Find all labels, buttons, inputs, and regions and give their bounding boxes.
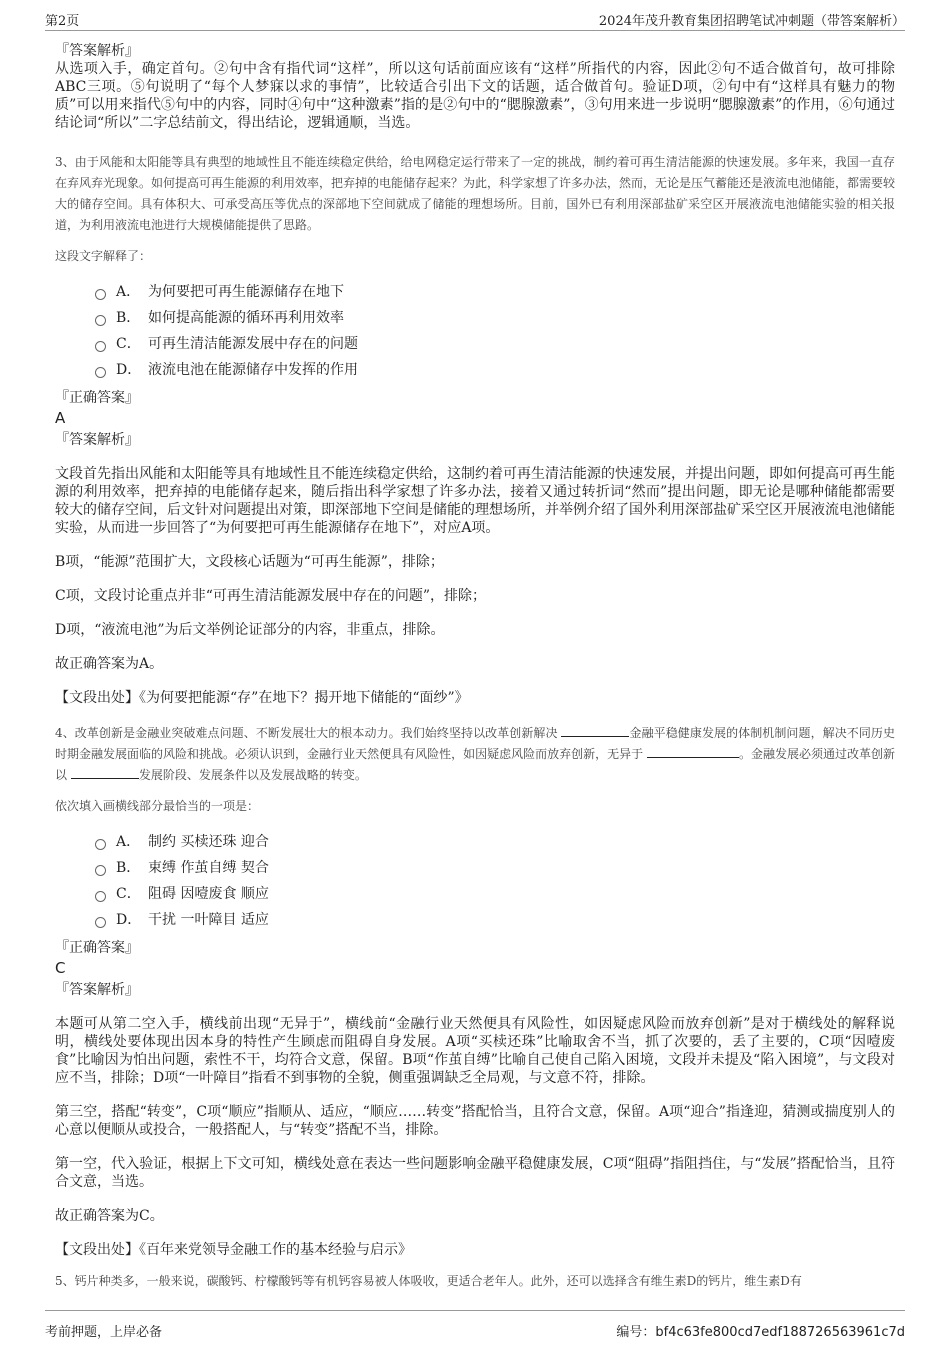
radio-icon[interactable] [95,891,106,902]
radio-icon[interactable] [95,289,106,300]
q4-analysis-para: 第一空，代入验证，根据上下文可知，横线处意在表达一些问题影响金融平稳健康发展，C项“阻碍”指阻挡住，与“发展”搭配恰当，且符合文意，当选。 [55,1156,895,1190]
q4-option-d[interactable] [95,907,895,933]
radio-icon[interactable] [95,839,106,850]
q3-option-c[interactable] [95,331,895,357]
q4-analysis-para: 第三空，搭配“转变”，C项“顺应”指顺从、适应，“顺应……转变”搭配恰当，且符合文意，保留。A项“迎合”指逢迎，猜测或揣度别人的心意以便顺从或投合，一般搭配人，与“转变”搭配不当，排除。 [55,1104,895,1138]
blank-line [561,724,629,737]
option-letter: A． [116,284,141,300]
q4-answer: C [55,959,66,977]
document-title: 2024年茂升教育集团招聘笔试冲刺题（带答案解析） [598,14,905,29]
q3-answer: A [55,409,66,427]
q4-options [95,829,895,933]
option-letter: A． [116,834,141,850]
option-text: 制约 买椟还珠 迎合 [148,834,269,850]
document-body [55,42,895,1292]
q5-stem: 5、钙片种类多，一般来说，碳酸钙、柠檬酸钙等有机钙容易被人体吸收，更适合老年人。此外，还可以选择含有维生素D的钙片，维生素D有 [55,1274,802,1288]
q4-stem-part: 4、改革创新是金融业突破难点问题、不断发展壮大的根本动力。我们始终坚持以改革创新解决 [55,726,562,740]
option-text: 可再生清洁能源发展中存在的问题 [148,336,358,352]
q3-option-d[interactable] [95,357,895,383]
radio-icon[interactable] [95,917,106,928]
q4-analysis-para: 故正确答案为C。 [55,1208,164,1224]
q4-analysis-label: 『答案解析』 [55,982,139,998]
radio-icon[interactable] [95,315,106,326]
radio-icon[interactable] [95,367,106,378]
page-header [45,0,905,31]
q4-option-b[interactable] [95,855,895,881]
option-letter: D． [116,912,142,928]
page-number: 第2页 [45,14,80,29]
q3-analysis-para: C项，文段讨论重点并非“可再生清洁能源发展中存在的问题”，排除； [55,588,487,604]
q4-analysis-para: 本题可从第二空入手，横线前出现“无异于”，横线前“金融行业天然便具有风险性，如因疑虑风险而放弃创新”是对于横线处的解释说明，横线处要体现出因本身的特性产生顾虑而阻碍自身发展。A项“买椟还珠”比喻取舍不当，抓了次要的，丢了主要的，C项“因噎废食”比喻因为怕出问题，索性不干，均符合文意，保留。B项“作茧自缚”比喻自己使自己陷入困境，文段并未提及“陷入困境”，与文段对应不当，排除；D项“一叶障目”指看不到事物的全貌，侧重强调缺乏全局观，与文意不符，排除。 [55,1016,895,1086]
q2-analysis-text: 从选项入手，确定首句。②句中含有指代词“这样”，所以这句话前面应该有“这样”所指代的内容，因此②句不适合做首句，故可排除ABC三项。⑤句说明了“每个人梦寐以求的事情”，比较适合引出下文的话题，适合做首句。验证D项，②句中有“这样具有魅力的物质”可以用来指代⑤句中的内容，同时④句中“这种激素”指的是②句中的“腮腺激素”，③句用来进一步说明“腮腺激素”的作用，⑥句通过结论词“所以”二字总结前文，得出结论，逻辑通顺，当选。 [55,61,895,131]
q3-analysis-para: B项，“能源”范围扩大，文段核心话题为“可再生能源”，排除； [55,554,444,570]
option-text: 束缚 作茧自缚 契合 [148,860,269,876]
option-text: 阻碍 因噎废食 顺应 [148,886,269,902]
q3-analysis-para: 故正确答案为A。 [55,656,164,672]
q2-analysis-label: 『答案解析』 [55,43,139,59]
option-letter: B． [116,860,141,876]
footer-slogan: 考前押题，上岸必备 [45,1325,163,1340]
q4-answer-label: 『正确答案』 [55,940,139,956]
q3-answer-label: 『正确答案』 [55,390,139,406]
option-text: 为何要把可再生能源储存在地下 [148,284,344,300]
document-id: 编号：bf4c63fe800cd7edf188726563961c7d [616,1325,905,1340]
option-text: 液流电池在能源储存中发挥的作用 [148,362,358,378]
option-letter: C． [116,886,141,902]
q3-source: 【文段出处】《为何要把能源“存”在地下？揭开地下储能的“面纱”》 [55,690,469,706]
radio-icon[interactable] [95,865,106,876]
option-letter: D． [116,362,142,378]
q3-stem: 3、由于风能和太阳能等具有典型的地域性且不能连续稳定供给，给电网稳定运行带来了一定的挑战，制约着可再生清洁能源的快速发展。多年来，我国一直存在弃风弃光现象。如何提高可再生能源的利用效率，把弃掉的电能储存起来？为此，科学家想了许多办法，然而，无论是压气蓄能还是液流电池储能，都需要较大的储存空间。具有体积大、可承受高压等优点的深部地下空间就成了储能的理想场所。目前，国外已有利用深部盐矿采空区开展液流电池储能实验的相关报道，为利用液流电池进行大规模储能提供了思路。 [55,155,896,232]
q3-prompt: 这段文字解释了： [55,249,152,263]
q3-analysis-para: D项，“液流电池”为后文举例论证部分的内容，非重点，排除。 [55,622,445,638]
q4-stem-part: 发展阶段、发展条件以及发展战略的转变。 [138,768,367,782]
blank-line [71,766,139,779]
q4-stem-part: 金融平稳健康发展的体制机制问题，解决不同历史时期金融发展面临的风险和挑战。必须认识到，金融行业天然便具有风险性，如因疑虑风险而放弃创新，无异于 [55,726,895,761]
q3-option-a[interactable] [95,279,895,305]
q4-option-c[interactable] [95,881,895,907]
radio-icon[interactable] [95,341,106,352]
option-text: 干扰 一叶障目 适应 [148,912,269,928]
blank-line [647,745,739,758]
q4-stem [55,723,895,786]
q4-option-a[interactable] [95,829,895,855]
option-letter: B． [116,310,141,326]
q4-stem-part: 。金融发展必须通过改革创新以 [55,747,895,782]
option-letter: C． [116,336,141,352]
q3-options [95,279,895,383]
q3-analysis-para: 文段首先指出风能和太阳能等具有地域性且不能连续稳定供给，这制约着可再生清洁能源的快速发展，并提出问题，即如何提高可再生能源的利用效率，把弃掉的电能储存起来，随后指出科学家想了许多办法，接着又通过转折词“然而”提出问题，即无论是哪种储能都需要较大的储存空间，后文针对问题提出对策，即深部地下空间是储能的理想场所，并举例介绍了国外利用深部盐矿采空区开展液流电池储能实验，从而进一步回答了“为何要把可再生能源储存在地下”，对应A项。 [55,466,895,536]
q3-option-b[interactable] [95,305,895,331]
q3-analysis-label: 『答案解析』 [55,432,139,448]
page-footer [45,1310,905,1345]
option-text: 如何提高能源的循环再利用效率 [148,310,344,326]
q4-source: 【文段出处】《百年来党领导金融工作的基本经验与启示》 [55,1242,412,1258]
q4-prompt: 依次填入画横线部分最恰当的一项是： [55,799,260,813]
